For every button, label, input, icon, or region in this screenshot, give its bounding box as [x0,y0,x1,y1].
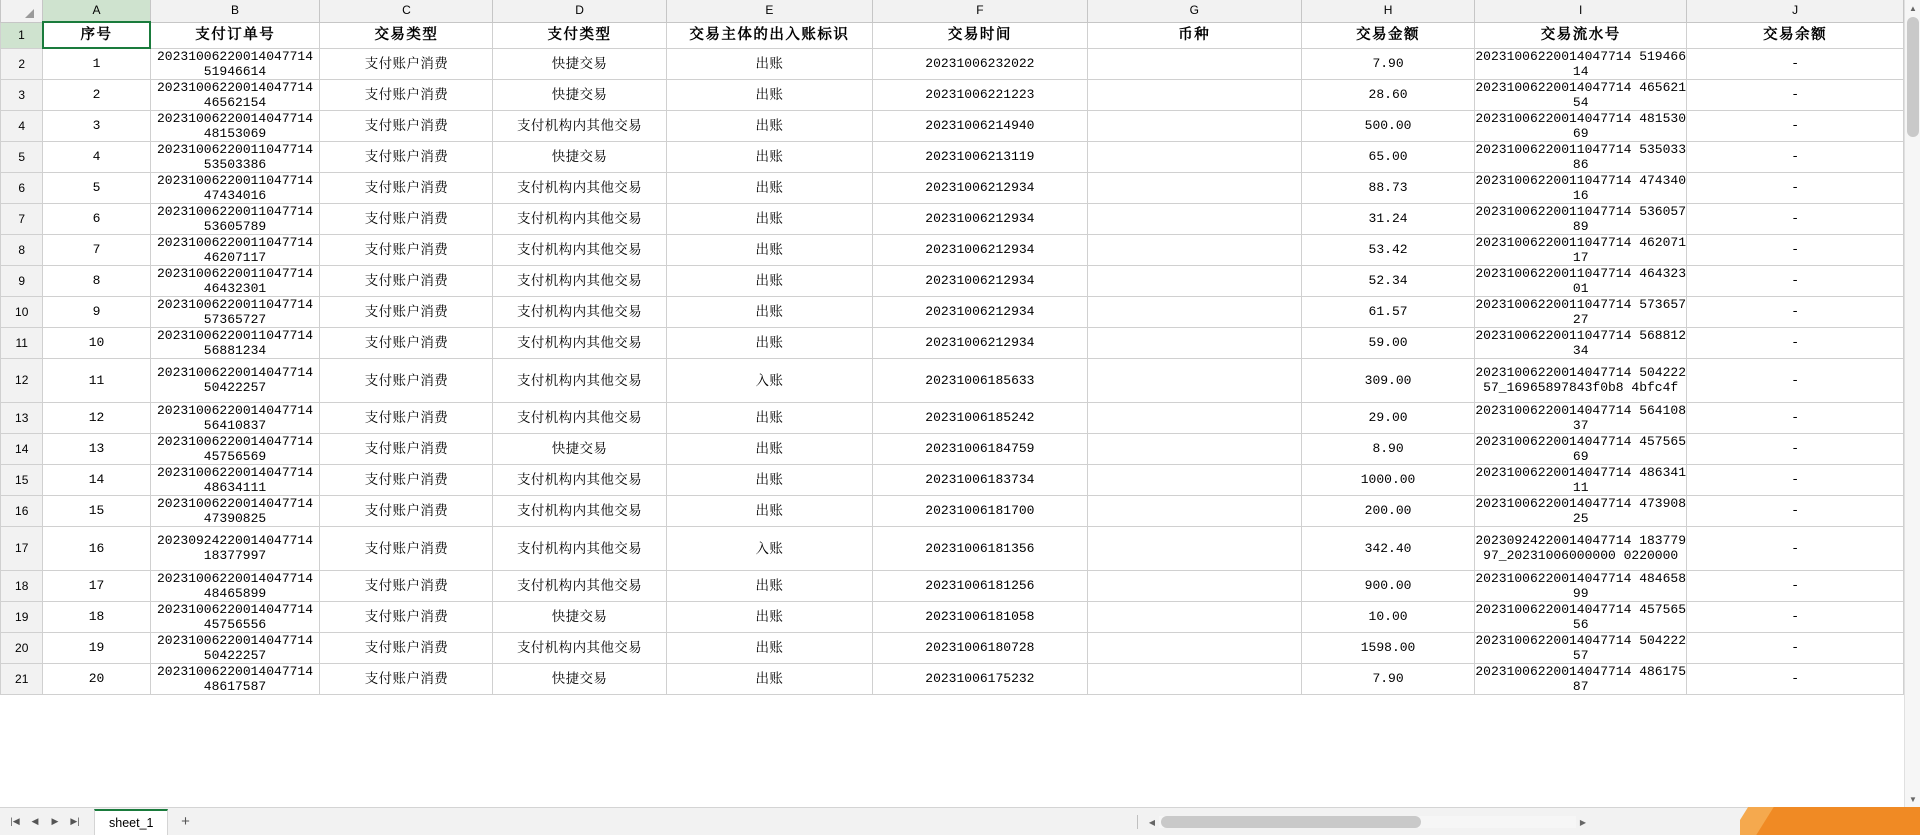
cell-j7[interactable]: - [1687,203,1904,234]
cell-f8[interactable]: 20231006212934 [873,234,1087,265]
cell-i20[interactable]: 20231006220014047714 50422257 [1475,632,1687,663]
cell-h7[interactable]: 31.24 [1302,203,1475,234]
cell-h2[interactable]: 7.90 [1302,48,1475,79]
cell-i9[interactable]: 20231006220011047714 46432301 [1475,265,1687,296]
cell-i7[interactable]: 20231006220011047714 53605789 [1475,203,1687,234]
cell-e6[interactable]: 出账 [666,172,873,203]
row-header[interactable]: 15 [1,464,43,495]
cell-g19[interactable] [1087,601,1301,632]
cell-b5[interactable]: 20231006220011047714 53503386 [150,141,320,172]
cell-a8[interactable]: 7 [43,234,150,265]
cell-i16[interactable]: 20231006220014047714 47390825 [1475,495,1687,526]
cell-f16[interactable]: 20231006181700 [873,495,1087,526]
cell-f15[interactable]: 20231006183734 [873,464,1087,495]
cell-g17[interactable] [1087,526,1301,570]
row-header[interactable]: 16 [1,495,43,526]
cell-h1[interactable]: 交易金额 [1302,22,1475,48]
cell-b9[interactable]: 20231006220011047714 46432301 [150,265,320,296]
cell-a15[interactable]: 14 [43,464,150,495]
cell-h11[interactable]: 59.00 [1302,327,1475,358]
cell-h15[interactable]: 1000.00 [1302,464,1475,495]
cell-b20[interactable]: 20231006220014047714 50422257 [150,632,320,663]
cell-i14[interactable]: 20231006220014047714 45756569 [1475,433,1687,464]
cell-c13[interactable]: 支付账户消费 [320,402,493,433]
cell-d14[interactable]: 快捷交易 [493,433,666,464]
row-header[interactable]: 21 [1,663,43,694]
cell-j19[interactable]: - [1687,601,1904,632]
cell-b13[interactable]: 20231006220014047714 56410837 [150,402,320,433]
cell-h20[interactable]: 1598.00 [1302,632,1475,663]
column-header-h[interactable]: H [1302,0,1475,22]
first-sheet-button[interactable]: |◀ [10,816,20,826]
cell-b14[interactable]: 20231006220014047714 45756569 [150,433,320,464]
cell-h13[interactable]: 29.00 [1302,402,1475,433]
cell-e7[interactable]: 出账 [666,203,873,234]
cell-d2[interactable]: 快捷交易 [493,48,666,79]
cell-c4[interactable]: 支付账户消费 [320,110,493,141]
cell-g5[interactable] [1087,141,1301,172]
row-header[interactable]: 7 [1,203,43,234]
row-header[interactable]: 20 [1,632,43,663]
cell-a9[interactable]: 8 [43,265,150,296]
cell-j20[interactable]: - [1687,632,1904,663]
cell-c8[interactable]: 支付账户消费 [320,234,493,265]
cell-c11[interactable]: 支付账户消费 [320,327,493,358]
column-header-a[interactable]: A [43,0,150,22]
cell-i11[interactable]: 20231006220011047714 56881234 [1475,327,1687,358]
cell-f21[interactable]: 20231006175232 [873,663,1087,694]
cell-b15[interactable]: 20231006220014047714 48634111 [150,464,320,495]
column-header-i[interactable]: I [1475,0,1687,22]
cell-j17[interactable]: - [1687,526,1904,570]
cell-e5[interactable]: 出账 [666,141,873,172]
cell-f4[interactable]: 20231006214940 [873,110,1087,141]
next-sheet-button[interactable]: ▶ [51,816,59,826]
cell-f6[interactable]: 20231006212934 [873,172,1087,203]
cell-d11[interactable]: 支付机构内其他交易 [493,327,666,358]
cell-c14[interactable]: 支付账户消费 [320,433,493,464]
cell-c18[interactable]: 支付账户消费 [320,570,493,601]
cell-e1[interactable]: 交易主体的出入账标识 [666,22,873,48]
cell-a11[interactable]: 10 [43,327,150,358]
cell-i21[interactable]: 20231006220014047714 48617587 [1475,663,1687,694]
cell-a17[interactable]: 16 [43,526,150,570]
column-header-e[interactable]: E [666,0,873,22]
cell-i18[interactable]: 20231006220014047714 48465899 [1475,570,1687,601]
cell-g8[interactable] [1087,234,1301,265]
cell-g14[interactable] [1087,433,1301,464]
cell-i4[interactable]: 20231006220014047714 48153069 [1475,110,1687,141]
cell-b16[interactable]: 20231006220014047714 47390825 [150,495,320,526]
cell-g9[interactable] [1087,265,1301,296]
column-header-d[interactable]: D [493,0,666,22]
cell-j9[interactable]: - [1687,265,1904,296]
cell-d4[interactable]: 支付机构内其他交易 [493,110,666,141]
cell-e13[interactable]: 出账 [666,402,873,433]
cell-f17[interactable]: 20231006181356 [873,526,1087,570]
cell-j13[interactable]: - [1687,402,1904,433]
row-header[interactable]: 18 [1,570,43,601]
scroll-up-arrow[interactable]: ▲ [1909,3,1917,13]
cell-b21[interactable]: 20231006220014047714 48617587 [150,663,320,694]
cell-c16[interactable]: 支付账户消费 [320,495,493,526]
cell-g1[interactable]: 币种 [1087,22,1301,48]
cell-j12[interactable]: - [1687,358,1904,402]
brand-corner-decoration [1740,807,1920,835]
cell-e9[interactable]: 出账 [666,265,873,296]
cell-b1[interactable]: 支付订单号 [150,22,320,48]
row-header[interactable]: 11 [1,327,43,358]
table-row[interactable] [1,601,1904,632]
cell-c19[interactable]: 支付账户消费 [320,601,493,632]
cell-g20[interactable] [1087,632,1301,663]
cell-c12[interactable]: 支付账户消费 [320,358,493,402]
cell-e3[interactable]: 出账 [666,79,873,110]
cell-j5[interactable]: - [1687,141,1904,172]
cell-d20[interactable]: 支付机构内其他交易 [493,632,666,663]
cell-h9[interactable]: 52.34 [1302,265,1475,296]
cell-d12[interactable]: 支付机构内其他交易 [493,358,666,402]
cell-i3[interactable]: 20231006220014047714 46562154 [1475,79,1687,110]
cell-b10[interactable]: 20231006220011047714 57365727 [150,296,320,327]
cell-e21[interactable]: 出账 [666,663,873,694]
column-header-row [1,0,1904,22]
select-all-corner[interactable] [1,0,43,22]
row-header[interactable]: 6 [1,172,43,203]
cell-f9[interactable]: 20231006212934 [873,265,1087,296]
cell-d10[interactable]: 支付机构内其他交易 [493,296,666,327]
cell-a3[interactable]: 2 [43,79,150,110]
cell-e12[interactable]: 入账 [666,358,873,402]
cell-c10[interactable]: 支付账户消费 [320,296,493,327]
prev-sheet-button[interactable]: ◀ [31,816,39,826]
cell-g12[interactable] [1087,358,1301,402]
cell-a14[interactable]: 13 [43,433,150,464]
cell-g3[interactable] [1087,79,1301,110]
cell-i5[interactable]: 20231006220011047714 53503386 [1475,141,1687,172]
cell-b17[interactable]: 20230924220014047714 18377997 [150,526,320,570]
row-header[interactable]: 5 [1,141,43,172]
cell-d7[interactable]: 支付机构内其他交易 [493,203,666,234]
cell-h19[interactable]: 10.00 [1302,601,1475,632]
row-header[interactable]: 10 [1,296,43,327]
cell-d5[interactable]: 快捷交易 [493,141,666,172]
column-header-j[interactable]: J [1687,0,1904,22]
row-header[interactable]: 1 [1,22,43,48]
cell-c20[interactable]: 支付账户消费 [320,632,493,663]
cell-h5[interactable]: 65.00 [1302,141,1475,172]
cell-b18[interactable]: 20231006220014047714 48465899 [150,570,320,601]
cell-e15[interactable]: 出账 [666,464,873,495]
scroll-right-arrow[interactable]: ▶ [1579,817,1587,827]
table-row[interactable] [1,526,1904,570]
cell-j3[interactable]: - [1687,79,1904,110]
cell-g4[interactable] [1087,110,1301,141]
row-header[interactable]: 2 [1,48,43,79]
cell-d15[interactable]: 支付机构内其他交易 [493,464,666,495]
cell-b7[interactable]: 20231006220011047714 53605789 [150,203,320,234]
row-header[interactable]: 17 [1,526,43,570]
cell-c6[interactable]: 支付账户消费 [320,172,493,203]
corner-triangle-icon [25,9,34,18]
cell-h6[interactable]: 88.73 [1302,172,1475,203]
sheet-tab-sheet_1[interactable]: sheet_1 [94,809,168,835]
cell-c9[interactable]: 支付账户消费 [320,265,493,296]
cell-c5[interactable]: 支付账户消费 [320,141,493,172]
cell-h4[interactable]: 500.00 [1302,110,1475,141]
cell-j11[interactable]: - [1687,327,1904,358]
cell-d9[interactable]: 支付机构内其他交易 [493,265,666,296]
table-row[interactable] [1,48,1904,79]
cell-f18[interactable]: 20231006181256 [873,570,1087,601]
last-sheet-button[interactable]: ▶| [70,816,80,826]
cell-e20[interactable]: 出账 [666,632,873,663]
cell-f10[interactable]: 20231006212934 [873,296,1087,327]
cell-c3[interactable]: 支付账户消费 [320,79,493,110]
cell-i6[interactable]: 20231006220011047714 47434016 [1475,172,1687,203]
cell-i12[interactable]: 20231006220014047714 50422257_16965897843f0b8 4bfc4f [1475,358,1687,402]
row-header[interactable]: 8 [1,234,43,265]
table-row[interactable] [1,265,1904,296]
cell-e8[interactable]: 出账 [666,234,873,265]
cell-f14[interactable]: 20231006184759 [873,433,1087,464]
table-row[interactable] [1,172,1904,203]
cell-c21[interactable]: 支付账户消费 [320,663,493,694]
cell-j6[interactable]: - [1687,172,1904,203]
cell-c1[interactable]: 交易类型 [320,22,493,48]
cell-g13[interactable] [1087,402,1301,433]
cell-f7[interactable]: 20231006212934 [873,203,1087,234]
table-row[interactable] [1,464,1904,495]
scroll-down-arrow[interactable]: ▼ [1909,794,1917,804]
column-header-c[interactable]: C [320,0,493,22]
cell-a7[interactable]: 6 [43,203,150,234]
cell-a10[interactable]: 9 [43,296,150,327]
cell-d17[interactable]: 支付机构内其他交易 [493,526,666,570]
table-row[interactable] [1,203,1904,234]
cell-i19[interactable]: 20231006220014047714 45756556 [1475,601,1687,632]
cell-g11[interactable] [1087,327,1301,358]
horizontal-scroll-thumb[interactable] [1161,816,1421,828]
cell-c17[interactable]: 支付账户消费 [320,526,493,570]
cell-f13[interactable]: 20231006185242 [873,402,1087,433]
row-header[interactable]: 14 [1,433,43,464]
cell-d16[interactable]: 支付机构内其他交易 [493,495,666,526]
table-row[interactable] [1,632,1904,663]
cell-f2[interactable]: 20231006232022 [873,48,1087,79]
cell-f12[interactable]: 20231006185633 [873,358,1087,402]
cell-f3[interactable]: 20231006221223 [873,79,1087,110]
cell-j14[interactable]: - [1687,433,1904,464]
cell-a5[interactable]: 4 [43,141,150,172]
cell-g7[interactable] [1087,203,1301,234]
scroll-divider [1137,815,1138,829]
cell-c2[interactable]: 支付账户消费 [320,48,493,79]
cell-a6[interactable]: 5 [43,172,150,203]
cell-c7[interactable]: 支付账户消费 [320,203,493,234]
cell-i17[interactable]: 20230924220014047714 18377997_20231006000000 0220000 [1475,526,1687,570]
cell-e4[interactable]: 出账 [666,110,873,141]
cell-i1[interactable]: 交易流水号 [1475,22,1687,48]
cell-i2[interactable]: 20231006220014047714 51946614 [1475,48,1687,79]
cell-f5[interactable]: 20231006213119 [873,141,1087,172]
cell-b11[interactable]: 20231006220011047714 56881234 [150,327,320,358]
column-header-f[interactable]: F [873,0,1087,22]
row-header[interactable]: 12 [1,358,43,402]
cell-h8[interactable]: 53.42 [1302,234,1475,265]
column-header-b[interactable]: B [150,0,320,22]
cell-h3[interactable]: 28.60 [1302,79,1475,110]
cell-b6[interactable]: 20231006220011047714 47434016 [150,172,320,203]
row-header[interactable]: 13 [1,402,43,433]
cell-b2[interactable]: 20231006220014047714 51946614 [150,48,320,79]
cell-e2[interactable]: 出账 [666,48,873,79]
vertical-scroll-thumb[interactable] [1907,17,1919,137]
cell-h14[interactable]: 8.90 [1302,433,1475,464]
cell-d6[interactable]: 支付机构内其他交易 [493,172,666,203]
cell-e18[interactable]: 出账 [666,570,873,601]
cell-i13[interactable]: 20231006220014047714 56410837 [1475,402,1687,433]
sheet-nav-buttons [0,812,90,832]
cell-f19[interactable]: 20231006181058 [873,601,1087,632]
cell-a13[interactable]: 12 [43,402,150,433]
add-sheet-button[interactable]: + [181,813,190,830]
cell-j16[interactable]: - [1687,495,1904,526]
cell-j10[interactable]: - [1687,296,1904,327]
cell-a4[interactable]: 3 [43,110,150,141]
row-header[interactable]: 4 [1,110,43,141]
cell-i10[interactable]: 20231006220011047714 57365727 [1475,296,1687,327]
cell-f1[interactable]: 交易时间 [873,22,1087,48]
cell-a20[interactable]: 19 [43,632,150,663]
cell-b19[interactable]: 20231006220014047714 45756556 [150,601,320,632]
table-row[interactable] [1,327,1904,358]
cell-g6[interactable] [1087,172,1301,203]
table-row[interactable] [1,570,1904,601]
cell-e16[interactable]: 出账 [666,495,873,526]
cell-j21[interactable]: - [1687,663,1904,694]
cell-h18[interactable]: 900.00 [1302,570,1475,601]
cell-d1[interactable]: 支付类型 [493,22,666,48]
cell-a2[interactable]: 1 [43,48,150,79]
cell-f11[interactable]: 20231006212934 [873,327,1087,358]
cell-g16[interactable] [1087,495,1301,526]
cell-f20[interactable]: 20231006180728 [873,632,1087,663]
column-header-g[interactable]: G [1087,0,1301,22]
vertical-scrollbar[interactable] [1904,0,1920,807]
row-header[interactable]: 9 [1,265,43,296]
cell-g10[interactable] [1087,296,1301,327]
cell-i8[interactable]: 20231006220011047714 46207117 [1475,234,1687,265]
cell-h12[interactable]: 309.00 [1302,358,1475,402]
cell-e14[interactable]: 出账 [666,433,873,464]
row-header[interactable]: 3 [1,79,43,110]
cell-j2[interactable]: - [1687,48,1904,79]
cell-g2[interactable] [1087,48,1301,79]
cell-d19[interactable]: 快捷交易 [493,601,666,632]
cell-a16[interactable]: 15 [43,495,150,526]
cell-a19[interactable]: 18 [43,601,150,632]
bottom-bar [0,807,1920,835]
cell-b12[interactable]: 20231006220014047714 50422257 [150,358,320,402]
cell-h17[interactable]: 342.40 [1302,526,1475,570]
cell-g18[interactable] [1087,570,1301,601]
cell-a18[interactable]: 17 [43,570,150,601]
cell-a1[interactable]: 序号 [43,22,150,48]
cell-g21[interactable] [1087,663,1301,694]
cell-b4[interactable]: 20231006220014047714 48153069 [150,110,320,141]
table-row[interactable] [1,358,1904,402]
cell-a12[interactable]: 11 [43,358,150,402]
cell-h16[interactable]: 200.00 [1302,495,1475,526]
table-row[interactable] [1,296,1904,327]
cell-i15[interactable]: 20231006220014047714 48634111 [1475,464,1687,495]
cell-j8[interactable]: - [1687,234,1904,265]
table-row[interactable] [1,433,1904,464]
cell-e17[interactable]: 入账 [666,526,873,570]
table-row[interactable] [1,402,1904,433]
table-row[interactable] [1,663,1904,694]
table-row[interactable] [1,79,1904,110]
cell-j4[interactable]: - [1687,110,1904,141]
cell-j18[interactable]: - [1687,570,1904,601]
cell-j1[interactable]: 交易余额 [1687,22,1904,48]
cell-d8[interactable]: 支付机构内其他交易 [493,234,666,265]
horizontal-scrollbar[interactable] [1130,813,1590,831]
cell-e10[interactable]: 出账 [666,296,873,327]
cell-d13[interactable]: 支付机构内其他交易 [493,402,666,433]
table-row[interactable] [1,141,1904,172]
cell-g15[interactable] [1087,464,1301,495]
cell-e19[interactable]: 出账 [666,601,873,632]
table-row[interactable] [1,495,1904,526]
cell-d3[interactable]: 快捷交易 [493,79,666,110]
horizontal-scroll-track[interactable] [1159,816,1576,828]
cell-a21[interactable]: 20 [43,663,150,694]
cell-h21[interactable]: 7.90 [1302,663,1475,694]
cell-c15[interactable]: 支付账户消费 [320,464,493,495]
cell-h10[interactable]: 61.57 [1302,296,1475,327]
cell-d21[interactable]: 快捷交易 [493,663,666,694]
cell-j15[interactable]: - [1687,464,1904,495]
table-row[interactable] [1,110,1904,141]
cell-e11[interactable]: 出账 [666,327,873,358]
cell-b8[interactable]: 20231006220011047714 46207117 [150,234,320,265]
table-row[interactable] [1,234,1904,265]
table-row[interactable] [1,22,1904,48]
scroll-left-arrow[interactable]: ◀ [1148,817,1156,827]
row-header[interactable]: 19 [1,601,43,632]
cell-d18[interactable]: 支付机构内其他交易 [493,570,666,601]
cell-b3[interactable]: 20231006220014047714 46562154 [150,79,320,110]
